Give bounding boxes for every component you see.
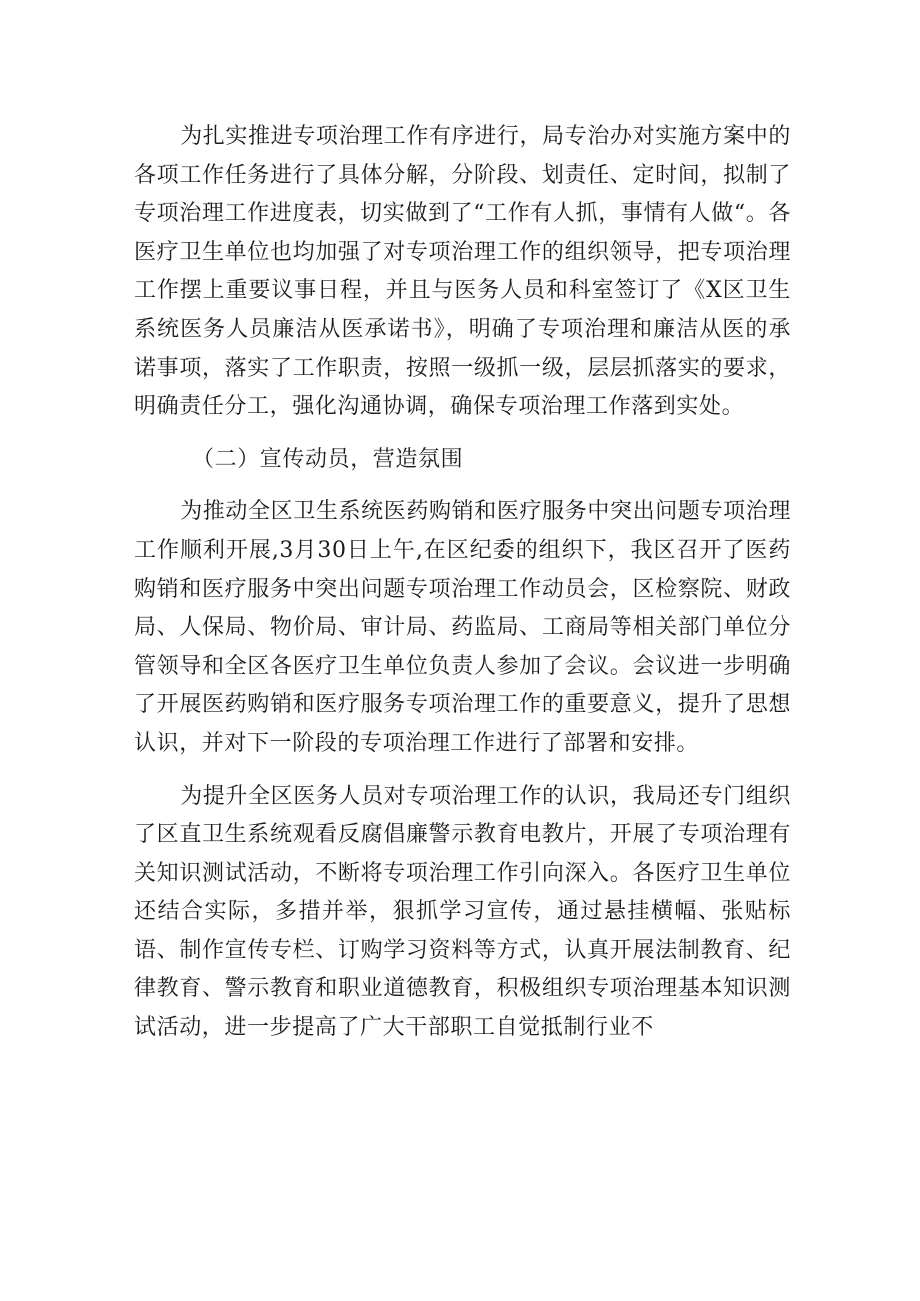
paragraph-education-activities: 为提升全区医务人员对专项治理工作的认识，我局还专门组织了区直卫生系统观看反腐倡廉警示教育电教片，开展了专项治理有关知识测试活动，不断将专项治理工作引向深入。各医疗卫生单位还结合实际，多措并举，狠抓学习宣传，通过悬挂横幅、张贴标语、制作宣传专栏、订购学习资料等方式，认真开展法制教育、纪律教育、警示教育和职业道德教育，积极组织专项治理基本知识测试活动，进一步提高了广大干部职工自觉抵制行业不	[134, 783, 791, 1041]
document-page	[134, 118, 791, 1048]
paragraph-task-breakdown: 为扎实推进专项治理工作有序进行，局专治办对实施方案中的各项工作任务进行了具体分解，分阶段、划责任、定时间，拟制了专项治理工作进度表，切实做到了“工作有人抓，事情有人做“。各医疗卫生单位也均加强了对专项治理工作的组织领导，把专项治理工作摆上重要议事日程，并且与医务人员和科室签订了《X区卫生系统医务人员廉洁从医承诺书》，明确了专项治理和廉洁从医的承诺事项，落实了工作职责，按照一级抓一级，层层抓落实的要求，明确责任分工，强化沟通协调，确保专项治理工作落到实处。	[134, 124, 791, 420]
section-heading-publicity: （二）宣传动员，营造氛围	[192, 446, 464, 472]
paragraph-mobilization-meeting: 为推动全区卫生系统医药购销和医疗服务中突出问题专项治理工作顺利开展,3月30日上午,在区纪委的组织下，我区召开了医药购销和医疗服务中突出问题专项治理工作动员会，区检察院、财政局、人保局、物价局、审计局、药监局、工商局等相关部门单位分管领导和全区各医疗卫生单位负责人参加了会议。会议进一步明确了开展医药购销和医疗服务专项治理工作的重要意义，提升了思想认识，并对下一阶段的专项治理工作进行了部署和安排。	[134, 499, 791, 756]
